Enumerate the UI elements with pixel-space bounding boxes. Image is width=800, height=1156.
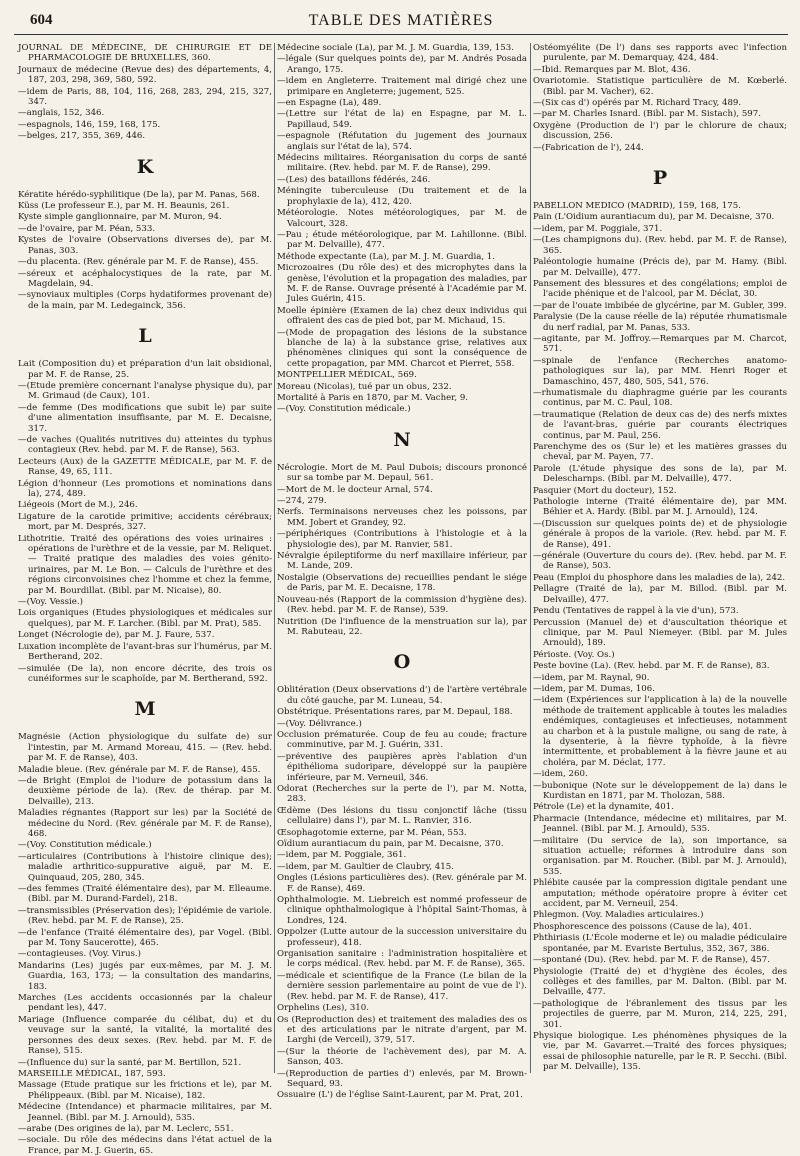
index-entry: Météorologie. Notes météorologiques, par M. de Valcourt, 328.: [277, 208, 527, 229]
index-entry: Phthiriasis (L'École moderne et le) ou maladie pédiculaire spontanée, par M. Evariste Bertulus, 352, 367, 386.: [533, 933, 787, 954]
index-entry: —légale (Sur quelques points de), par M. Andrés Posada Arango, 175.: [277, 54, 527, 75]
index-entry-list: [18, 359, 272, 684]
index-entry: —rhumatismale du diaphragme guérie par les courants continus, par M. C. Paul, 108.: [533, 387, 787, 409]
index-entry: Oblitération (Deux observations d') de l'artère vertébrale du côté gauche, par M. Luneau, 54.: [277, 685, 527, 706]
index-entry: Paralysie (De la cause réelle de la) réputée rhumatismale du nerf radial, par M. Panas, 533.: [533, 312, 787, 333]
index-entry: Magnésie (Action physiologique du sulfate de) sur l'intestin, par M. Armand Moreau, 415. — (Rev. hebd. par M. F. de Ranse), 403.: [18, 732, 272, 764]
index-entry: —contagieuses. (Voy. Virus.): [18, 949, 141, 960]
index-entry: —Pau ; étude météorologique, par M. Lahillonne. (Bibl. par M. Delvaille), 477.: [277, 229, 527, 251]
index-entry: —transmissibles (Préservation des); l'épidémie de variole. (Rev. hebd. par M. F. de Ranse), 25.: [18, 905, 272, 927]
index-entry-list: [277, 43, 527, 415]
index-entry: —idem, par M. Gaultier de Claubry, 415.: [277, 861, 454, 872]
index-entry: —de Bright (Emploi de l'iodure de potassium dans la deuxième période de la). (Rev. de thérap. par M. Delvaille), 213.: [18, 775, 272, 807]
index-entry: Lait (Composition du) et préparation d'un lait obsidional, par M. F. de Ranse, 25.: [18, 359, 272, 380]
index-entry: —agitante, par M. Joffroy.—Remarques par M. Charcot, 571.: [533, 333, 787, 355]
index-entry: Paléontologie humaine (Précis de), par M. Hamy. (Bibl. par M. Delvaille), 477.: [533, 257, 787, 278]
index-entry: Luxation incomplète de l'avant-bras sur l'humérus, par M. Bertherand, 202.: [18, 641, 272, 663]
page-number: 604: [30, 12, 53, 28]
index-entry: —espagnols, 146, 159, 168, 175.: [18, 119, 161, 130]
index-entry: —(Voy. Constitution médicale.): [18, 840, 152, 851]
index-entry: Mariage (Influence comparée du célibat, du) et du veuvage sur la santé, la vitalité, la mortalité des personnes des deux sexes. (Rev. hebd. par M. F. de Ranse), 515.: [18, 1014, 272, 1057]
index-entry: Légion d'honneur (Les promotions et nominations dans la), 274, 489.: [18, 478, 272, 499]
index-entry: —(Les) des bataillons fédérés, 246.: [277, 174, 431, 185]
index-entry: —articulaires (Contributions à l'histoire clinique des); maladie arthritico-suppurative aiguë, par M. E. Quinquaud, 205, 280, 345.: [18, 851, 272, 883]
index-entry: —sociale. Du rôle des médecins dans l'état actuel de la France, par M. J. Guerin, 65.: [18, 1135, 272, 1156]
index-entry: —préventive des paupières après l'ablation d'un épithélioma sudoripare, développé sur la paupière inférieure, par M. Verneuil, 346.: [277, 751, 527, 783]
index-entry: —idem, par M. Poggiale, 371.: [533, 223, 663, 234]
index-entry: JOURNAL DE MÉDECINE, DE CHIRURGIE ET DE PHARMACOLOGIE DE BRUXELLES, 360.: [18, 43, 272, 64]
index-entry: —spontané (Du). (Rev. hebd. par M. F. de Ranse), 457.: [533, 955, 770, 966]
index-entry: Parole (L'étude physique des sons de la), par M. Delescharnps. (Bibl. par M. Delvaille), 477.: [533, 463, 787, 485]
index-entry: MONTPELLIER MÉDICAL, 569.: [277, 370, 417, 381]
index-entry: Organisation sanitaire : l'administration hospitalière et le corps médical. (Rev. hebd. par M. F. de Ranse), 365.: [277, 949, 527, 970]
index-entry: Nutrition (De l'influence de la menstruation sur la), par M. Rabuteau, 22.: [277, 616, 527, 637]
index-entry: —anglais, 152, 346.: [18, 108, 105, 119]
index-column-3: [533, 43, 787, 1073]
index-entry: Moelle épinière (Examen de la) chez deux individus qui offraient des cas de pied bot, par M. Michaud, 15.: [277, 305, 527, 327]
index-entry: Pain (L'Oidium aurantiacum du), par M. Decaisne, 370.: [533, 212, 775, 223]
index-entry-list: [277, 463, 527, 638]
index-entry: —Ibid. Remarques par M. Blot, 436.: [533, 64, 691, 75]
index-entry: Phosphorescence des poissons (Cause de la), 401.: [533, 921, 752, 932]
index-entry: Médecins militaires. Réorganisation du corps de santé militaire. (Rev. hebd. par M. F. de Ranse), 299.: [277, 153, 527, 174]
index-entry: —pathologique de l'ébranlement des tissus par les projectiles de guerre, par M. Muron, 214, 225, 291, 301.: [533, 998, 787, 1030]
index-entry-list: [277, 685, 527, 1100]
index-entry: —arabe (Des origines de la), par M. Leclerc, 551.: [18, 1123, 234, 1134]
index-entry: —idem en Angleterre. Traitement mal dirigé chez une primipare en Angleterre; jugement, 525.: [277, 76, 527, 97]
index-entry: —(Fabrication de l'), 244.: [533, 142, 644, 153]
index-entry: Nécrologie. Mort de M. Paul Dubois; discours prononcé sur sa tombe par M. Depaul, 561.: [277, 462, 527, 484]
index-entry: Périoste. (Voy. Os.): [533, 649, 615, 660]
index-entry: —(Voy. Constitution médicale.): [277, 404, 411, 415]
index-column-2: [277, 43, 527, 1101]
index-entry: —idem, par M. Dumas, 106.: [533, 683, 655, 694]
section-letter-k: K: [136, 155, 154, 178]
index-entry: Parenchyme des os (Sur le) et les matières grasses du cheval, par M. Payen, 77.: [533, 442, 787, 463]
index-entry: Ovariotomie. Statistique particulière de M. Kœberlé. (Bibl. par M. Vacher), 62.: [533, 76, 787, 97]
index-entry: Obstétrique. Présentations rares, par M. Depaul, 188.: [277, 707, 513, 718]
index-entry: —(Voy. Délivrance.): [277, 718, 362, 729]
index-entry: Maladies régnantes (Rapport sur les) par la Société de médecine du Nord. (Rev. générale par M. F. de Ranse), 468.: [18, 808, 272, 839]
index-entry: Lois organiques (Etudes physiologiques et médicales sur quelques), par M. F. Larcher. (Bibl. par M. Prat), 585.: [18, 608, 272, 629]
index-entry: —militaire (Du service de la), son importance, sa situation actuelle; réformes à introduire dans son organisation. par M. Roucher. (Bibl. par M. J. Arnould), 535.: [533, 835, 787, 877]
index-entry: Massage (Etude pratique sur les frictions et le), par M. Phélippeaux. (Bibl. par M. Nicaise), 182.: [18, 1080, 272, 1101]
index-entry-list: [18, 43, 272, 142]
index-entry: Occlusion prématurée. Coup de feu au coude; fracture comminutive, par M. J. Guérin, 331.: [277, 729, 527, 751]
index-entry: —synoviaux multiples (Corps hydatiformes provenant de) de la main, par M. Ledegainck, 356.: [18, 290, 272, 311]
section-letter-o: O: [393, 651, 411, 674]
index-entry: —par de l'ouate imbibée de glycérine, par M. Gubler, 399.: [533, 300, 787, 311]
page-title: TABLE DES MATIÈRES: [308, 12, 494, 29]
index-entry: Physique biologique. Les phénomènes physiques de la vie, par M. Gavarret.—Traité des forces physiques; essai de philosophie naturelle, par le R. P. Secchi. (Bibl. par M. Delvaille), 135.: [533, 1030, 787, 1073]
index-entry: —de l'ovaire, par M. Péan, 533.: [18, 223, 156, 234]
index-entry: Œdème (Des lésions du tissu conjonctif lâche (tissu cellulaire) dans l'), par M. L. Ranvier, 316.: [277, 805, 527, 827]
index-entry: —par M. Charles Isnard. (Bibl. par M. Sistach), 597.: [533, 109, 761, 120]
index-entry: Pasquier (Mort du docteur), 152.: [533, 485, 677, 496]
index-entry: Microzoaires (Du rôle des) et des microphytes dans la genèse, l'évolution et la propagation des maladies, par M. F. de Ranse. Ouvrage présenté à l'Académie par M. Jules Guérin, 415.: [277, 263, 527, 305]
index-entry: Moreau (Nicolas), tué par un obus, 232.: [277, 381, 452, 392]
index-entry: Maladie bleue. (Rev. générale par M. F. de Ranse), 455.: [18, 764, 261, 775]
index-entry: —(Voy. Vessie.): [18, 597, 83, 608]
index-entry: Ongles (Lésions particulières des). (Rev. générale par M. F. de Ranse), 469.: [277, 873, 527, 894]
column-divider: [530, 43, 531, 1073]
index-entry: Névralgie épileptiforme du nerf maxillaire inférieur, par M. Lande, 209.: [277, 551, 527, 572]
index-entry: —belges, 217, 355, 369, 446.: [18, 131, 146, 142]
index-entry: Ligature de la carotide primitive; accidents cérébraux; mort, par M. Després, 327.: [18, 511, 272, 533]
index-entry: —idem, 260.: [533, 769, 588, 780]
index-entry: —idem, par M. Poggiale, 361.: [277, 850, 407, 861]
index-entry: Médecine (Intendance) et pharmacie militaires, par M. Jeannel. (Bibl. par M. J. Arnould), 535.: [18, 1102, 272, 1123]
index-entry: Ossuaire (L') de l'église Saint-Laurent, par M. Prat, 201.: [277, 1090, 523, 1101]
index-entry: Longet (Nécrologie de), par M. J. Faure, 537.: [18, 630, 215, 641]
index-entry: —spinale de l'enfance (Recherches anatomo-pathologiques sur la), par MM. Henri Roger et Damaschino, 457, 480, 505, 541, 576.: [533, 355, 787, 387]
index-entry: —(Sur la théorie de l'achèvement des), par M. A. Sanson, 403.: [277, 1046, 527, 1068]
index-entry: Pendu (Tentatives de rappel à la vie d'un), 573.: [533, 606, 739, 617]
index-entry: Pharmacie (Intendance, médecine et) militaires, par M. Jeannel. (Bibl. par M. J. Arnould), 535.: [533, 813, 787, 835]
index-entry: Phlébite causée par la compression digitale pendant une amputation; méthode opératoire propre à éviter cet accident, par M. Verneuil, 254.: [533, 878, 787, 910]
index-entry: —(Six cas d') opérés par M. Richard Tracy, 489.: [533, 98, 742, 109]
index-entry: Méningite tuberculeuse (Du traitement et de la prophylaxie de la), 412, 420.: [277, 186, 527, 207]
index-entry: Nouveau-nés (Rapport de la commission d'hygiène des). (Rev. hebd. par M. F. de Ranse), 539.: [277, 594, 527, 616]
index-column-1: [18, 43, 272, 1156]
index-entry: Orphelins (Les), 310.: [277, 1003, 369, 1014]
index-entry: Médecine sociale (La), par M. J. M. Guardia, 139, 153.: [277, 43, 514, 53]
index-entry: Oxygène (Production de l') par le chlorure de chaux; discussion, 256.: [533, 120, 787, 142]
index-entry: —générale (Ouverture du cours de). (Rev. hebd. par M. F. de Ranse), 503.: [533, 551, 787, 572]
index-entry: Mortalité à Paris en 1870, par M. Vacher, 9.: [277, 393, 469, 403]
index-entry: Liégeois (Mort de M.), 246.: [18, 500, 138, 511]
index-entry: —du placenta. (Rev. générale par M. F. de Ranse), 455.: [18, 257, 259, 268]
index-entry: —274, 279.: [277, 496, 327, 507]
index-entry: Küss (Le professeur E.), par M. H. Beaunis, 261.: [18, 201, 230, 212]
index-entry: —séreux et acéphalocystiques de la rate, par M. Magdelain, 94.: [18, 268, 272, 289]
index-entry: Mandarins (Les) jugés par eux-mêmes, par M. J. M. Guardia, 163, 173; — la consultation des mandarins, 183.: [18, 960, 272, 992]
index-entry: —en Espagne (La), 489.: [277, 98, 382, 109]
section-letter-l: L: [138, 325, 152, 348]
column-divider: [274, 43, 275, 1073]
index-entry: Oïdium aurantiacum du pain, par M. Decaisne, 370.: [277, 839, 504, 849]
index-entry: —idem, par M. Raynal, 90.: [533, 672, 650, 683]
index-entry: Ostéomyélite (De l') dans ses rapports avec l'infection purulente, par M. Demarquay, 424, 484.: [533, 43, 787, 64]
index-entry: Peau (Emploi du phosphore dans les maladies de la), 242.: [533, 572, 786, 583]
section-letter-n: N: [393, 428, 411, 451]
index-entry: Peste bovine (La). (Rev. hebd. par M. F. de Ranse), 83.: [533, 661, 770, 672]
index-entry: Pansement des blessures et des congélations; emploi de l'acide phénique et de l'alcool, par M. Déclat, 30.: [533, 278, 787, 300]
index-entry: Pellagre (Traité de la), par M. Billod. (Bibl. par M. Delvaille), 477.: [533, 584, 787, 605]
index-entry: —espagnole (Réfutation du jugement des journaux anglais sur l'état de la), 574.: [277, 131, 527, 152]
index-entry: Percussion (Manuel de) et d'auscultation théorique et clinique, par M. Paul Niemeyer. (Bibl. par M. Jules Arnould), 189.: [533, 617, 787, 649]
index-entry: —de femme (Des modifications que subit le) par suite d'une alimentation insuffisante, par M. E. Decaisne, 317.: [18, 402, 272, 434]
section-letter-p: P: [652, 167, 668, 190]
index-entry: —(Mode de propagation des lésions de la substance blanche de la) à la substance grise, relatives aux phénomènes cliniques qui sont la conséquence de cette propagation, par MM. Charcot et Pierret, 558.: [277, 327, 527, 369]
index-entry: Ophthalmologie. M. Liebreich est nommé professeur de clinique ophthalmologique à l'hôpital Saint-Thomas, à Londres, 124.: [277, 895, 527, 926]
index-entry: Marches (Les accidents occasionnés par la chaleur pendant les), 447.: [18, 993, 272, 1014]
index-entry: —des femmes (Traité élémentaire des), par M. Elleaume. (Bibl. par M. Durand-Fardel), 218.: [18, 884, 272, 905]
index-entry: —périphériques (Contributions à l'histologie et à la physiologie des), par M. Ranvier, 581.: [277, 529, 527, 550]
index-entry: Nostalgie (Observations de) recueillies pendant le siége de Paris, par M. E. Decaisne, 178.: [277, 572, 527, 594]
index-entry: Kystes de l'ovaire (Observations diverses de), par M. Panas, 303.: [18, 235, 272, 256]
index-entry: —médicale et scientifique de la France (Le bilan de la dernière session parlementaire au point de vue de l'). (Rev. hebd. par M. F. de Ranse), 417.: [277, 970, 527, 1002]
section-letter-m: M: [134, 698, 156, 721]
index-entry: Kyste simple ganglionnaire, par M. Muron, 94.: [18, 212, 222, 223]
index-entry: Pétrole (Le) et la dynamite, 401.: [533, 802, 674, 813]
index-entry: —(Les champignons du). (Rev. hebd. par M. F. de Ranse), 365.: [533, 235, 787, 256]
index-entry: —Mort de M. le docteur Arnal, 574.: [277, 484, 433, 495]
index-entry: —(Reproduction de parties d') enlevés, par M. Brown-Sequard, 93.: [277, 1068, 527, 1089]
index-entry: —idem de Paris, 88, 104, 116, 268, 283, 294, 215, 327, 347.: [18, 86, 272, 108]
page-header: [14, 10, 788, 35]
index-entry: —idem (Expériences sur l'application à la) de la nouvelle méthode de traitement applicable à toutes les maladies endémiques, contagieuses et infectieuses, notamment au charbon et à la pustule maligne, ou sang de rate, à la dysenterie, à la fièvre typhoïde, à la fièvre intermittente, et probablement à la fièvre jaune et au choléra, par M. Déclat, 177.: [533, 695, 787, 768]
index-entry: —(Influence du) sur la santé, par M. Bertillon, 521.: [18, 1057, 242, 1068]
index-entry-list: [18, 732, 272, 1156]
index-entry: Physiologie (Traité de) et d'hygiène des écoles, des collèges et des familles, par M. Dalton. (Bibl. par M. Delvaille, 477.: [533, 966, 787, 998]
index-entry: —de vaches (Qualités nutritives du) atteintes du typhus contagieux (Rev. hebd. par M. F. de Ranse), 563.: [18, 434, 272, 456]
index-entry: Odorat (Recherches sur la perte de l'), par M. Notta, 283.: [277, 783, 527, 805]
index-entry: Phlegmon. (Voy. Maladies articulaires.): [533, 910, 704, 921]
index-entry: —traumatique (Relation de deux cas de) des nerfs mixtes de l'avant-bras, guérie par courants électriques continus, par M. Paul, 256.: [533, 409, 787, 441]
index-entry: Oppolzer (Lutte autour de la succession universitaire du professeur), 418.: [277, 927, 527, 948]
index-entry: Kératite hérédo-syphilitique (De la), par M. Panas, 568.: [18, 189, 260, 200]
index-entry: —(Discussion sur quelques points de) et de physiologie générale à propos de la variole. (Rev. hebd. par M. F. de Ranse), 491.: [533, 518, 787, 550]
index-entry: Lecteurs (Aux) de la GAZETTE MÉDICALE, par M. F. de Ranse, 49, 65, 111.: [18, 456, 272, 478]
index-entry: Os (Reproduction des) et traitement des maladies des os et des articulations par le nitrate d'argent, par M. Larghi (de Verceil), 379, 517.: [277, 1014, 527, 1046]
index-entry-list: [18, 190, 272, 311]
index-entry-list: [533, 43, 787, 153]
index-entry: —simulée (De la), non encore décrite, des trois os cunéiformes sur le scaphoïde, par M. Bertherand, 592.: [18, 663, 272, 684]
index-entry: Journaux de médecine (Revue des) des départements, 4, 187, 203, 298, 369, 580, 592.: [18, 64, 272, 86]
index-entry: —bubonique (Note sur le développement de la) dans le Kurdistan en 1871, par M. Tholozan, 588.: [533, 780, 787, 801]
index-entry-list: [533, 201, 787, 1073]
index-entry: —(Lettre sur l'état de la) en Espagne, par M. L. Papillaud, 549.: [277, 109, 527, 130]
index-entry: Œsophagotomie externe, par M. Péan, 553.: [277, 827, 467, 838]
index-entry: Méthode expectante (La), par M. J. M. Guardia, 1.: [277, 251, 495, 262]
index-entry: —de l'enfance (Traité élémentaire des), par Vogel. (Bibl. par M. Tony Saucerotte), 465.: [18, 927, 272, 949]
index-entry: Pathologie interne (Traité élémentaire de), par MM. Béhier et A. Hardy. (Bibl. par M. J. Arnould), 124.: [533, 497, 787, 518]
index-entry: MARSEILLE MÉDICAL, 187, 593.: [18, 1068, 166, 1079]
index-entry: PABELLON MEDICO (MADRID), 159, 168, 175.: [533, 201, 741, 212]
index-entry: Nerfs. Terminaisons nerveuses chez les poissons, par MM. Jobert et Grandey, 92.: [277, 507, 527, 528]
index-entry: —(Etude première concernant l'analyse physique du), par M. Grimaud (de Caux), 101.: [18, 380, 272, 402]
index-entry: Lithotritie. Traité des opérations des voies urinaires : opérations de l'urèthre et de la vessie, par M. Reliquet. — Traité pratique des maladies des voies génito-urinaires, par M. Le Bon. — Calculs de l'urèthre et des régions circonvoisines chez l'homme et chez la femme, par M. Bourdillat. (Bibl. par M. Nicaise), 80.: [18, 533, 272, 596]
